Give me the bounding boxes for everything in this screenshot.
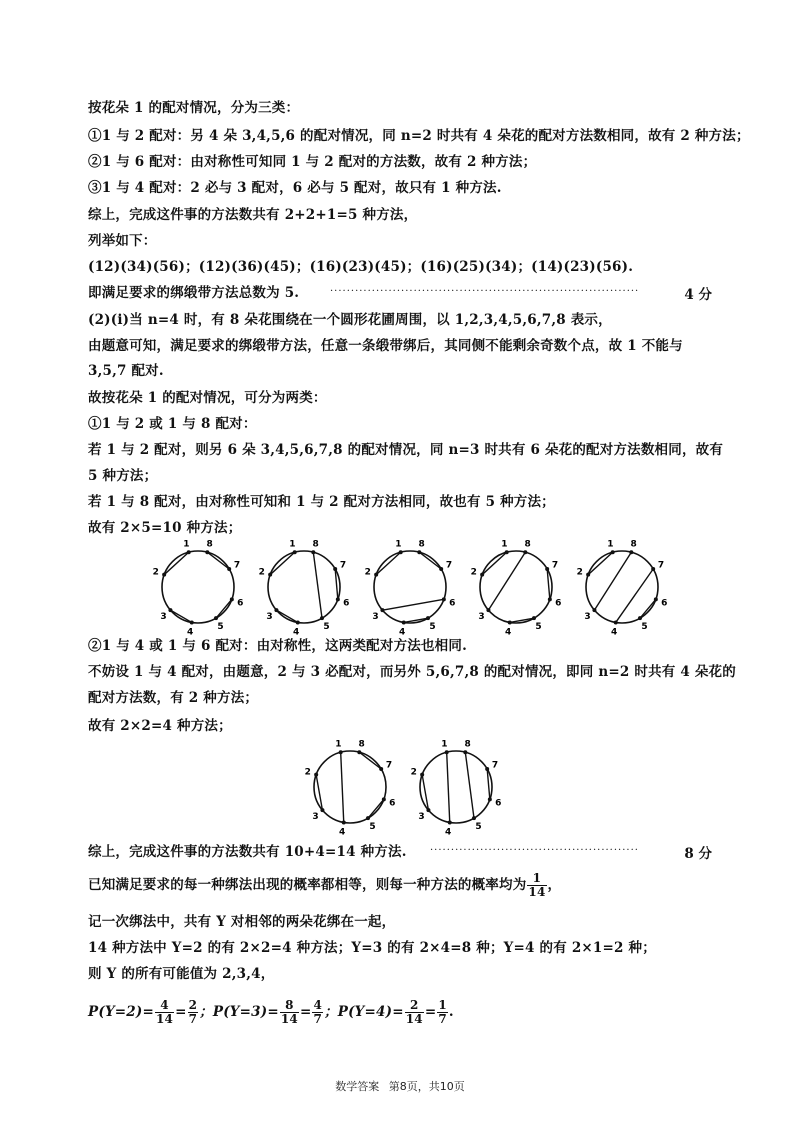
- pair-chord: [164, 552, 189, 574]
- point-label: 5: [475, 821, 482, 832]
- flower-point: [485, 767, 489, 771]
- flower-point: [523, 550, 527, 554]
- flower-point: [445, 750, 449, 754]
- text-line: 故按花朵 1 的配对情况，可分为两类：: [88, 390, 327, 406]
- point-label: 4: [445, 827, 452, 835]
- circle-diagram-3: [365, 540, 456, 635]
- pair-chord: [447, 752, 450, 822]
- flower-point: [366, 816, 370, 820]
- flower-point: [314, 773, 318, 777]
- point-label: 7: [445, 560, 453, 571]
- text-line: 5 种方法；: [88, 468, 158, 484]
- point-label: 4: [293, 627, 300, 635]
- flower-point: [629, 550, 633, 554]
- point-label: 6: [343, 598, 350, 609]
- text-line: 配对方法数，有 2 种方法；: [88, 690, 259, 706]
- pair-chord: [488, 552, 525, 610]
- point-label: 4: [505, 627, 512, 635]
- pair-chord: [341, 752, 344, 822]
- point-label: 1: [335, 739, 342, 750]
- flower-point: [333, 567, 337, 571]
- text-line: (2)(ⅰ)当 n=4 时，有 8 朵花围绕在一个圆形花圃周围，以 1,2,3,4,5,6,7,8 表示，: [88, 312, 612, 328]
- leader-dots: ··················································: [430, 845, 639, 856]
- text-line: 不妨设 1 与 4 配对，由题意，2 与 3 必配对，而另外 5,6,7,8 的配对情况，即同 n=2 时共有 4 朵花的: [88, 664, 736, 680]
- flower-point: [586, 573, 590, 577]
- point-label: 6: [449, 598, 456, 609]
- flower-point: [379, 767, 383, 771]
- point-label: 3: [478, 611, 485, 622]
- point-label: 6: [555, 598, 562, 609]
- text-line: 若 1 与 8 配对，由对称性可知和 1 与 2 配对方法相同，故也有 5 种方法；: [88, 494, 555, 510]
- flower-point: [214, 616, 218, 620]
- flower-point: [374, 573, 378, 577]
- text-line: 即满足要求的绑缎带方法总数为 5.: [88, 285, 300, 301]
- point-label: 7: [657, 560, 665, 571]
- circle-outline: [480, 551, 552, 623]
- text-line: 若 1 与 2 配对，则另 6 朵 3,4,5,6,7,8 的配对情况，同 n=3 时共有 6 朵花的配对方法数相同，故有: [88, 442, 724, 458]
- pair-chord: [368, 799, 384, 818]
- point-label: 6: [661, 598, 668, 609]
- flower-point: [611, 550, 615, 554]
- pair-chord: [359, 752, 381, 769]
- point-label: 1: [607, 539, 614, 550]
- flower-point: [480, 573, 484, 577]
- point-label: 1: [183, 539, 190, 550]
- fraction: $\frac{8}{14}$: [280, 998, 298, 1026]
- fraction: $\frac{1}{14}$: [528, 871, 546, 899]
- point-label: 2: [410, 767, 417, 778]
- text-line: 故有 2×2=4 种方法；: [88, 718, 232, 734]
- pair-chord: [616, 569, 653, 622]
- point-label: 5: [217, 621, 224, 632]
- page-footer: [0, 1078, 800, 1094]
- point-label: 4: [399, 627, 406, 635]
- point-label: 3: [160, 611, 167, 622]
- point-label: 8: [358, 739, 365, 750]
- flower-point: [230, 597, 234, 601]
- pair-chord: [382, 599, 443, 610]
- flower-point: [293, 550, 297, 554]
- pair-chord: [594, 552, 631, 610]
- text-line: 3,5,7 配对.: [88, 363, 164, 379]
- point-label: 3: [418, 811, 425, 822]
- point-label: 1: [395, 539, 402, 550]
- pair-chord: [207, 552, 229, 569]
- circle-outline: [314, 751, 386, 823]
- flower-point: [296, 620, 300, 624]
- circle-diagram-2: [259, 540, 350, 635]
- fraction: $\frac{1}{7}$: [438, 998, 447, 1026]
- score-label: 8 分: [684, 846, 712, 862]
- point-label: 4: [339, 827, 346, 835]
- flower-point: [592, 608, 596, 612]
- flower-point: [508, 620, 512, 624]
- flower-point: [227, 567, 231, 571]
- flower-point: [168, 608, 172, 612]
- point-label: 2: [470, 567, 477, 578]
- text-line: 综上，完成这件事的方法数共有 10+4=14 种方法.: [88, 844, 407, 860]
- pairing-diagrams-row2: [300, 735, 520, 835]
- point-label: 2: [304, 767, 311, 778]
- flower-point: [426, 808, 430, 812]
- flower-point: [545, 567, 549, 571]
- point-label: 6: [495, 798, 502, 809]
- point-label: 3: [312, 811, 319, 822]
- flower-point: [532, 616, 536, 620]
- text-line: 记一次绑法中，共有 Y 对相邻的两朵花绑在一起，: [88, 914, 396, 930]
- point-label: 7: [385, 760, 393, 771]
- point-label: 1: [289, 539, 296, 550]
- leader-dots: ··········································································: [330, 286, 640, 297]
- fraction: $\frac{2}{7}$: [188, 998, 198, 1026]
- point-label: 8: [524, 539, 531, 550]
- pair-chord: [640, 599, 656, 618]
- text-line: 14 种方法中 Y=2 的有 2×2=4 种方法；Y=3 的有 2×4=8 种；Y=4 的有 2×1=2 种；: [88, 940, 656, 956]
- flower-point: [274, 608, 278, 612]
- text-line: 则 Y 的所有可能值为 2,3,4，: [88, 966, 275, 982]
- point-label: 8: [206, 539, 213, 550]
- point-label: 2: [258, 567, 265, 578]
- flower-point: [654, 597, 658, 601]
- point-label: 4: [611, 627, 618, 635]
- point-label: 7: [551, 560, 559, 571]
- circle-outline: [374, 551, 446, 623]
- pair-chord: [376, 552, 401, 574]
- point-label: 5: [429, 621, 436, 632]
- flower-point: [442, 597, 446, 601]
- point-label: 5: [641, 621, 648, 632]
- text-line: ①1 与 2 或 1 与 8 配对：: [88, 416, 257, 432]
- circle-outline: [420, 751, 492, 823]
- flower-point: [342, 820, 346, 824]
- flower-point: [162, 573, 166, 577]
- fraction: $\frac{4}{14}$: [155, 998, 174, 1026]
- text-line: 列举如下：: [88, 233, 157, 249]
- probability-formula: P(Y=2)= $\frac{4}{14}$ = $\frac{2}{7}$ ；P(Y=3)= $\frac{8}{14}$ = $\frac{4}{7}$ ；P(Y=4)= $\frac{2}{14}$ = $\frac{1}{7}$ .: [88, 998, 454, 1026]
- flower-point: [336, 597, 340, 601]
- text-line: ②1 与 4 或 1 与 6 配对：由对称性，这两类配对方法也相同.: [88, 638, 467, 654]
- point-label: 2: [364, 567, 371, 578]
- point-label: 3: [372, 611, 379, 622]
- flower-point: [548, 597, 552, 601]
- circle-diagram-1: [153, 540, 244, 635]
- pair-chord: [482, 552, 507, 574]
- flower-point: [339, 750, 343, 754]
- flower-point: [426, 616, 430, 620]
- pair-chord: [216, 599, 232, 618]
- text-line: 按花朵 1 的配对情况，分为三类：: [88, 100, 300, 116]
- point-label: 3: [266, 611, 273, 622]
- score-label: 4 分: [684, 287, 712, 303]
- point-label: 7: [233, 560, 241, 571]
- point-label: 8: [312, 539, 319, 550]
- flower-point: [439, 567, 443, 571]
- flower-point: [614, 620, 618, 624]
- point-label: 7: [339, 560, 347, 571]
- footer-subject: 数学答案: [335, 1080, 380, 1093]
- flower-point: [187, 550, 191, 554]
- point-label: 5: [369, 821, 376, 832]
- flower-point: [205, 550, 209, 554]
- flower-point: [463, 750, 467, 754]
- flower-point: [320, 616, 324, 620]
- flower-point: [190, 620, 194, 624]
- pair-chord: [419, 552, 441, 569]
- pair-chord: [465, 752, 474, 818]
- point-label: 1: [501, 539, 508, 550]
- flower-point: [417, 550, 421, 554]
- point-label: 6: [389, 798, 396, 809]
- circle-diagram-6: [305, 740, 396, 835]
- circle-outline: [586, 551, 658, 623]
- flower-point: [472, 816, 476, 820]
- text-line: ①1 与 2 配对：另 4 朵 3,4,5,6 的配对情况，同 n=2 时共有 4 朵花的配对方法数相同，故有 2 种方法；: [88, 128, 750, 144]
- point-label: 5: [323, 621, 330, 632]
- circle-diagram-4: [471, 540, 562, 635]
- text-line: 综上，完成这件事的方法数共有 2+2+1=5 种方法，: [88, 207, 418, 223]
- flower-point: [320, 808, 324, 812]
- pair-chord: [170, 610, 191, 622]
- point-label: 1: [441, 739, 448, 750]
- text-line: (12)(34)(56)；(12)(36)(45)；(16)(23)(45)；(16)(25)(34)；(14)(23)(56).: [88, 259, 634, 275]
- point-label: 8: [418, 539, 425, 550]
- text-line: 已知满足要求的每一种绑法出现的概率都相等，则每一种方法的概率均为 $\frac{1}{14}$ ，: [88, 871, 562, 899]
- flower-point: [268, 573, 272, 577]
- point-label: 4: [187, 627, 194, 635]
- point-label: 2: [576, 567, 583, 578]
- point-label: 8: [630, 539, 637, 550]
- pair-chord: [270, 552, 295, 574]
- flower-point: [505, 550, 509, 554]
- footer-page-number: 第8页，共10页: [388, 1080, 465, 1093]
- flower-point: [380, 608, 384, 612]
- flower-point: [448, 820, 452, 824]
- flower-point: [402, 620, 406, 624]
- text-line: ②1 与 6 配对：由对称性可知同 1 与 2 配对的方法数，故有 2 种方法；: [88, 154, 537, 170]
- pair-chord: [588, 552, 613, 574]
- text-line: 故有 2×5=10 种方法；: [88, 520, 242, 536]
- text-line: ③1 与 4 配对：2 必与 3 配对，6 必与 5 配对，故只有 1 种方法.: [88, 180, 502, 196]
- text-line-part: 已知满足要求的每一种绑法出现的概率都相等，则每一种方法的概率均为: [88, 877, 527, 893]
- point-label: 8: [464, 739, 471, 750]
- flower-point: [488, 797, 492, 801]
- flower-point: [399, 550, 403, 554]
- point-label: 3: [584, 611, 591, 622]
- circle-diagram-5: [577, 540, 668, 635]
- pair-chord: [276, 610, 297, 622]
- flower-point: [486, 608, 490, 612]
- flower-point: [420, 773, 424, 777]
- circle-diagram-7: [411, 740, 502, 835]
- point-label: 6: [237, 598, 244, 609]
- flower-point: [311, 550, 315, 554]
- point-label: 5: [535, 621, 542, 632]
- fraction: $\frac{4}{7}$: [313, 998, 323, 1026]
- flower-point: [651, 567, 655, 571]
- fraction: $\frac{2}{14}$: [405, 998, 423, 1026]
- point-label: 2: [152, 567, 159, 578]
- point-label: 7: [491, 760, 499, 771]
- flower-point: [382, 797, 386, 801]
- flower-point: [357, 750, 361, 754]
- pairing-diagrams-row1: [150, 535, 670, 635]
- text-line: 由题意可知，满足要求的绑缎带方法，任意一条缎带绑后，其同侧不能剩余奇数个点，故 1 不能与: [88, 338, 683, 354]
- pair-chord: [313, 552, 322, 618]
- flower-point: [638, 616, 642, 620]
